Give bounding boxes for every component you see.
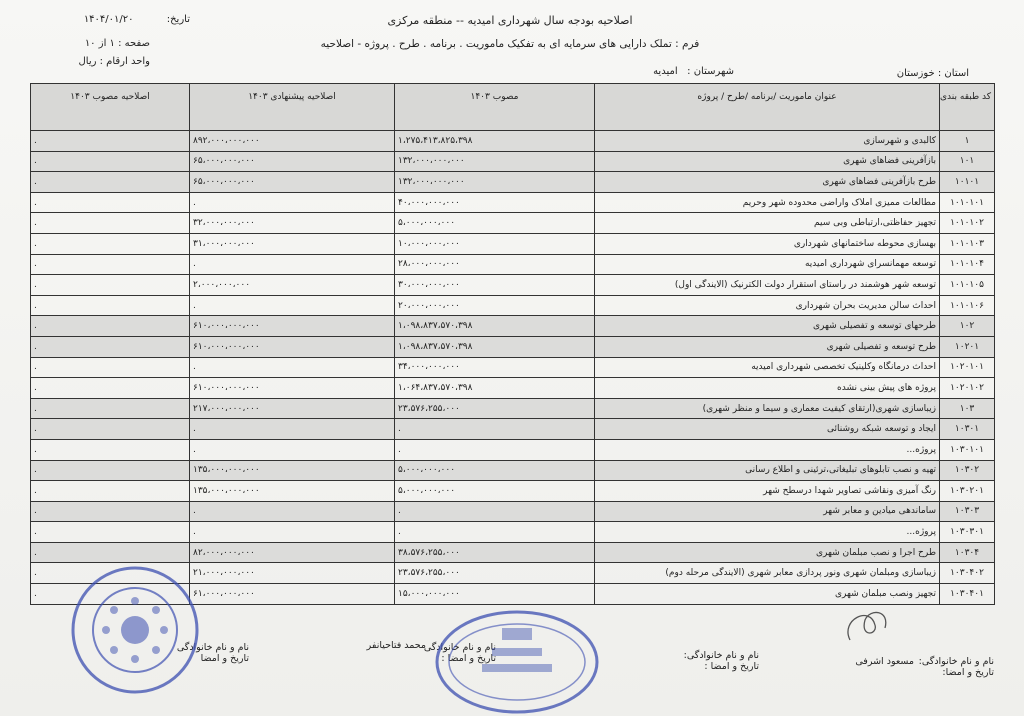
cell-final: . <box>31 172 190 193</box>
name-label: نام و نام خانوادگی: <box>918 656 994 667</box>
table-row <box>31 295 995 316</box>
cell-proposed: ۱۳۵،۰۰۰،۰۰۰،۰۰۰ <box>190 460 395 481</box>
cell-final: . <box>31 398 190 419</box>
cell-final: . <box>31 460 190 481</box>
cell-final: . <box>31 295 190 316</box>
cell-approved: ۲۳،۵۷۶،۲۵۵،۰۰۰ <box>395 398 595 419</box>
cell-approved: ۱۵،۰۰۰،۰۰۰،۰۰۰ <box>395 584 595 605</box>
table-row <box>31 378 995 399</box>
cell-title: طرح بازآفرینی فضاهای شهری <box>595 172 940 193</box>
cell-code: ۱۰۲۰۱۰۲ <box>940 378 995 399</box>
cell-approved: . <box>395 439 595 460</box>
signature-block-2 <box>684 650 759 672</box>
cell-final: . <box>31 584 190 605</box>
cell-title: مطالعات ممیزی املاک واراضی محدوده شهر وحریم <box>595 192 940 213</box>
cell-title: پروژه... <box>595 439 940 460</box>
table-row <box>31 233 995 254</box>
cell-approved: . <box>395 522 595 543</box>
cell-code: ۱۰۳۰۱۰۱ <box>940 439 995 460</box>
cell-code: ۱۰۱۰۱۰۵ <box>940 275 995 296</box>
cell-approved: ۲۰،۰۰۰،۰۰۰،۰۰۰ <box>395 295 595 316</box>
cell-final: . <box>31 378 190 399</box>
cell-final: . <box>31 439 190 460</box>
signature-block-1 <box>919 656 994 678</box>
cell-final: . <box>31 522 190 543</box>
cell-title: زیباسازی ومبلمان شهری ونور پردازی معابر شهری (الایندگی مرحله دوم) <box>595 563 940 584</box>
table-row <box>31 542 995 563</box>
cell-final: . <box>31 419 190 440</box>
handwritten-signature-icon <box>830 600 900 645</box>
cell-proposed: ۶۱۰،۰۰۰،۰۰۰،۰۰۰ <box>190 316 395 337</box>
cell-code: ۱۰۲ <box>940 316 995 337</box>
cell-proposed: . <box>190 192 395 213</box>
header-title: عنوان ماموریت /برنامه /طرح / پروژه <box>595 84 940 131</box>
document-title: اصلاحیه بودجه سال شهرداری امیدیه -- منطقه مرکزی <box>387 14 633 27</box>
sign-label: تاریخ و امضا <box>200 653 249 664</box>
cell-title: رنگ آمیزی ونقاشی تصاویر شهدا درسطح شهر <box>595 481 940 502</box>
cell-title: بازآفرینی فضاهای شهری <box>595 151 940 172</box>
cell-code: ۱۰۳۰۱ <box>940 419 995 440</box>
cell-approved: ۳۴،۰۰۰،۰۰۰،۰۰۰ <box>395 357 595 378</box>
cell-proposed: ۳۱،۰۰۰،۰۰۰،۰۰۰ <box>190 233 395 254</box>
table-row <box>31 336 995 357</box>
cell-final: . <box>31 481 190 502</box>
header-final: اصلاحیه مصوب ۱۴۰۳ <box>31 84 190 131</box>
cell-approved: ۱،۰۶۴،۸۳۷،۵۷۰،۳۹۸ <box>395 378 595 399</box>
cell-approved: ۱۳۲،۰۰۰،۰۰۰،۰۰۰ <box>395 172 595 193</box>
cell-code: ۱۰۱۰۱۰۳ <box>940 233 995 254</box>
cell-title: تهیه و نصب تابلوهای تبلیغاتی،ترئینی و اطلاع رسانی <box>595 460 940 481</box>
city-block <box>653 66 734 77</box>
unit-label: واحد ارقام : ریال <box>78 56 150 67</box>
header-approved: مصوب ۱۴۰۳ <box>395 84 595 131</box>
name-label: نام و نام خانوادگی <box>423 642 496 653</box>
date-block <box>20 14 190 25</box>
cell-approved: . <box>395 419 595 440</box>
cell-title: زیباسازی شهری(ارتقای کیفیت معماری و سیما و منظر شهری) <box>595 398 940 419</box>
city-value: امیدیه <box>653 66 678 77</box>
table-row <box>31 439 995 460</box>
cell-approved: ۵،۰۰۰،۰۰۰،۰۰۰ <box>395 481 595 502</box>
table-row <box>31 501 995 522</box>
cell-approved: ۵،۰۰۰،۰۰۰،۰۰۰ <box>395 460 595 481</box>
cell-proposed: . <box>190 295 395 316</box>
governorate-stamp <box>432 608 602 716</box>
cell-approved: ۳۸،۵۷۶،۲۵۵،۰۰۰ <box>395 542 595 563</box>
cell-code: ۱۰۳۰۴۰۱ <box>940 584 995 605</box>
cell-approved: ۵،۰۰۰،۰۰۰،۰۰۰ <box>395 213 595 234</box>
cell-title: طرح توسعه و تفصیلی شهری <box>595 336 940 357</box>
cell-final: . <box>31 254 190 275</box>
cell-approved: ۳۰،۰۰۰،۰۰۰،۰۰۰ <box>395 275 595 296</box>
budget-table <box>30 83 995 605</box>
cell-code: ۱۰۱۰۱۰۱ <box>940 192 995 213</box>
sign-label: تاریخ و امضا : <box>441 653 496 664</box>
cell-code: ۱۰۲۰۱ <box>940 336 995 357</box>
table-row <box>31 275 995 296</box>
cell-proposed: ۱۳۵،۰۰۰،۰۰۰،۰۰۰ <box>190 481 395 502</box>
sign-label: تاریخ و امضا: <box>942 667 994 678</box>
table-row <box>31 213 995 234</box>
cell-code: ۱۰۱ <box>940 151 995 172</box>
cell-code: ۱۰۳۰۴ <box>940 542 995 563</box>
cell-title: کالبدی و شهرسازی <box>595 131 940 152</box>
signer-name-1: مسعود اشرفی <box>855 656 914 667</box>
cell-title: بهسازی محوطه ساختمانهای شهرداری <box>595 233 940 254</box>
signer-name-3: محمد فتاحیانفر <box>366 640 426 651</box>
cell-proposed: ۶۵،۰۰۰،۰۰۰،۰۰۰ <box>190 172 395 193</box>
cell-final: . <box>31 563 190 584</box>
cell-code: ۱۰۳۰۲۰۱ <box>940 481 995 502</box>
cell-code: ۱۰۲۰۱۰۱ <box>940 357 995 378</box>
cell-final: . <box>31 357 190 378</box>
cell-title: توسعه شهر هوشمند در راستای استقرار دولت الکترنیک (الایندگی اول) <box>595 275 940 296</box>
table-row <box>31 172 995 193</box>
cell-title: ایجاد و توسعه شبکه روشنائی <box>595 419 940 440</box>
cell-approved: ۱،۰۹۸،۸۳۷،۵۷۰،۳۹۸ <box>395 336 595 357</box>
table-row <box>31 254 995 275</box>
cell-title: احداث درمانگاه وکلینیک تخصصی شهرداری امیدیه <box>595 357 940 378</box>
cell-final: . <box>31 542 190 563</box>
cell-title: تجهیز ونصب مبلمان شهری <box>595 584 940 605</box>
cell-code: ۱۰۱۰۱ <box>940 172 995 193</box>
cell-proposed: . <box>190 501 395 522</box>
cell-approved: . <box>395 501 595 522</box>
cell-final: . <box>31 233 190 254</box>
cell-title: طرحهای توسعه و تفصیلی شهری <box>595 316 940 337</box>
cell-code: ۱۰۳۰۳ <box>940 501 995 522</box>
header-code: کد طبقه بندی <box>940 84 995 131</box>
cell-title: پروژه های پیش بینی نشده <box>595 378 940 399</box>
cell-title: ساماندهی میادین و معابر شهر <box>595 501 940 522</box>
date-value: ۱۴۰۴/۰۱/۲۰ <box>83 14 134 25</box>
page-number: صفحه : ۱ از ۱۰ <box>84 38 150 49</box>
cell-final: . <box>31 336 190 357</box>
cell-approved: ۲۳،۵۷۶،۲۵۵،۰۰۰ <box>395 563 595 584</box>
cell-approved: ۱،۰۹۸،۸۳۷،۵۷۰،۳۹۸ <box>395 316 595 337</box>
cell-approved: ۴۰،۰۰۰،۰۰۰،۰۰۰ <box>395 192 595 213</box>
cell-approved: ۱۳۲،۰۰۰،۰۰۰،۰۰۰ <box>395 151 595 172</box>
header-proposed: اصلاحیه پیشنهادی ۱۴۰۳ <box>190 84 395 131</box>
table-row <box>31 460 995 481</box>
cell-final: . <box>31 192 190 213</box>
cell-proposed: ۸۹۲،۰۰۰،۰۰۰،۰۰۰ <box>190 131 395 152</box>
cell-code: ۱ <box>940 131 995 152</box>
table-header-row <box>31 84 995 131</box>
city-label: شهرستان : <box>687 66 734 77</box>
cell-proposed: ۲،۰۰۰،۰۰۰،۰۰۰ <box>190 275 395 296</box>
cell-code: ۱۰۳ <box>940 398 995 419</box>
cell-final: . <box>31 213 190 234</box>
cell-approved: ۱،۲۷۵،۴۱۳،۸۲۵،۳۹۸ <box>395 131 595 152</box>
form-title: فرم : تملک دارایی های سرمایه ای به تفکیک ماموریت . برنامه . طرح . پروژه - اصلاحیه <box>320 38 700 50</box>
table-body <box>31 131 995 605</box>
cell-code: ۱۰۳۰۴۰۲ <box>940 563 995 584</box>
table-row <box>31 419 995 440</box>
cell-title: پروژه... <box>595 522 940 543</box>
cell-code: ۱۰۱۰۱۰۴ <box>940 254 995 275</box>
cell-final: . <box>31 275 190 296</box>
table-row <box>31 151 995 172</box>
cell-proposed: ۸۲،۰۰۰،۰۰۰،۰۰۰ <box>190 542 395 563</box>
table-row <box>31 131 995 152</box>
cell-approved: ۲۸،۰۰۰،۰۰۰،۰۰۰ <box>395 254 595 275</box>
cell-proposed: ۳۲،۰۰۰،۰۰۰،۰۰۰ <box>190 213 395 234</box>
name-label: نام و نام خانوادگی: <box>683 650 759 661</box>
cell-proposed: ۶۱،۰۰۰،۰۰۰،۰۰۰ <box>190 584 395 605</box>
cell-approved: ۱۰،۰۰۰،۰۰۰،۰۰۰ <box>395 233 595 254</box>
date-label: تاریخ: <box>166 14 190 25</box>
cell-final: . <box>31 501 190 522</box>
table-row <box>31 192 995 213</box>
cell-code: ۱۰۳۰۳۰۱ <box>940 522 995 543</box>
cell-proposed: . <box>190 439 395 460</box>
cell-code: ۱۰۱۰۱۰۶ <box>940 295 995 316</box>
name-label: نام و نام خانوادگی <box>176 642 249 653</box>
cell-code: ۱۰۳۰۲ <box>940 460 995 481</box>
cell-proposed: ۶۱۰،۰۰۰،۰۰۰،۰۰۰ <box>190 378 395 399</box>
cell-title: تجهیز حفاظتی،ارتباطی وبی سیم <box>595 213 940 234</box>
cell-proposed: ۲۱،۰۰۰،۰۰۰،۰۰۰ <box>190 563 395 584</box>
cell-final: . <box>31 316 190 337</box>
cell-proposed: ۶۵،۰۰۰،۰۰۰،۰۰۰ <box>190 151 395 172</box>
table-row <box>31 316 995 337</box>
cell-proposed: . <box>190 254 395 275</box>
province-label: استان : خوزستان <box>896 68 969 79</box>
cell-title: احداث سالن مدیریت بحران شهرداری <box>595 295 940 316</box>
table-row <box>31 522 995 543</box>
table-row <box>31 481 995 502</box>
cell-proposed: . <box>190 522 395 543</box>
cell-final: . <box>31 151 190 172</box>
cell-proposed: . <box>190 419 395 440</box>
table-row <box>31 357 995 378</box>
cell-title: طرح اجرا و نصب مبلمان شهری <box>595 542 940 563</box>
sign-label: تاریخ و امضا : <box>704 661 759 672</box>
cell-code: ۱۰۱۰۱۰۲ <box>940 213 995 234</box>
cell-proposed: ۶۱۰،۰۰۰،۰۰۰،۰۰۰ <box>190 336 395 357</box>
cell-proposed: ۲۱۷،۰۰۰،۰۰۰،۰۰۰ <box>190 398 395 419</box>
cell-final: . <box>31 131 190 152</box>
cell-proposed: . <box>190 357 395 378</box>
table-row <box>31 398 995 419</box>
cell-title: توسعه مهمانسرای شهرداری امیدیه <box>595 254 940 275</box>
council-seal-stamp <box>68 563 203 698</box>
